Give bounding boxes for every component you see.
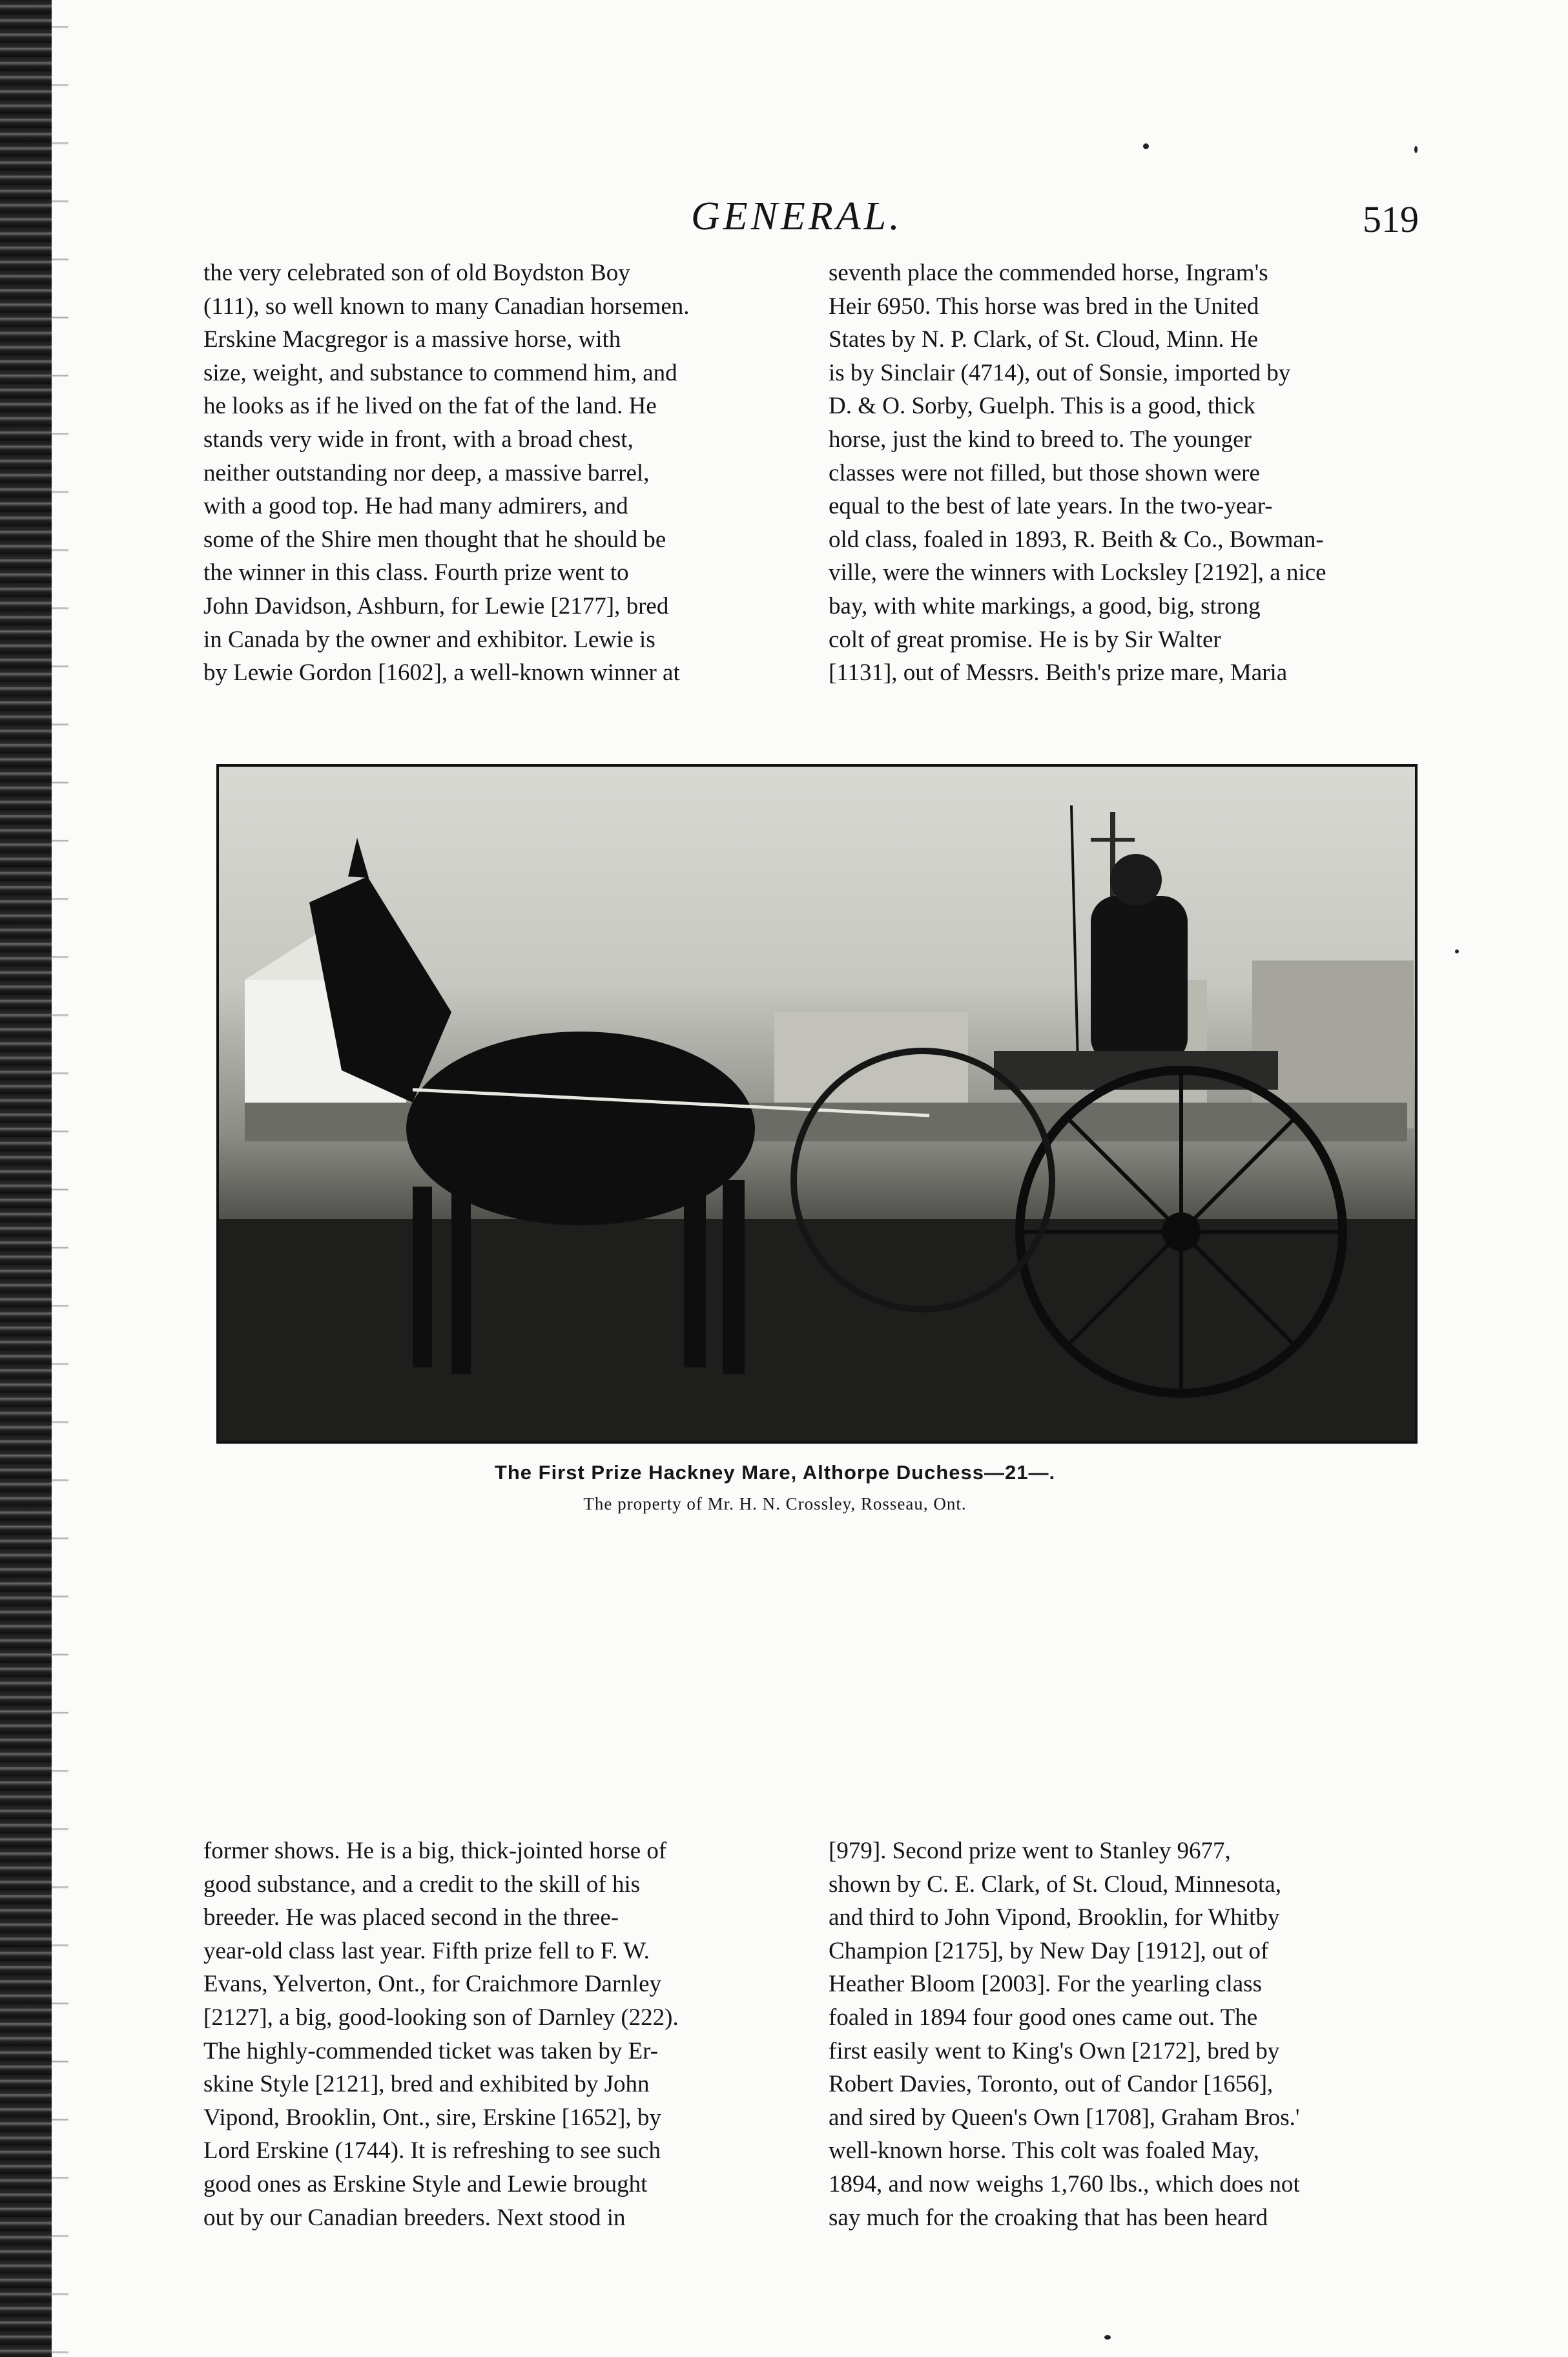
ink-speck	[1455, 950, 1459, 953]
hackney-mare-photograph	[216, 764, 1418, 1444]
photo-illustration	[219, 767, 1415, 1441]
driver-figure	[1091, 896, 1188, 1064]
book-binding-edge	[0, 0, 52, 2357]
horse-leg	[723, 1180, 745, 1374]
ink-speck	[1414, 146, 1418, 153]
horse-leg	[451, 1187, 471, 1374]
horse-ear	[348, 838, 369, 878]
driving-whip	[1071, 805, 1078, 1064]
ink-speck	[1143, 143, 1149, 149]
ink-speck	[1104, 2335, 1111, 2340]
running-head: GENERAL.	[691, 194, 903, 238]
figure-caption-credit: The property of Mr. H. N. Crossley, Rosseau, Ont.	[583, 1494, 967, 1513]
text-column-top-left: the very celebrated son of old Boydston Boy (111), so well known to many Canadian horsemen. Erskine Macgregor is a massive horse, with size, weight, and substance to commend him, and he looks as if he lived on the fat of the land. He stands very wide in front, with a broad chest, neither outstanding nor deep, a massive barrel, with a good top. He had many admirers, and some of the Shire men thought that he should be the winner in this class. Fourth prize went to John Davidson, Ashburn, for Lewie [2177], bred in Canada by the owner and exhibitor. Lewie is by Lewie Gordon [1602], a well-known winner at	[203, 260, 690, 687]
text-column-top-right: seventh place the commended horse, Ingram's Heir 6950. This horse was bred in the United States by N. P. Clark, of St. Cloud, Minn. He is by Sinclair (4714), out of Sonsie, imported by D. & O. Sorby, Guelph. This is a good, thick horse, just the kind to breed to. The younger classes were not filled, but those shown were equal to the best of late years. In the two-year- old class, foaled in 1893, R. Beith & Co., Bowman- ville, were the winners with Locksley [2192], a nice bay, with white markings, a good, big, strong colt of great promise. He is by Sir Walter [1131], out of Messrs. Beith's prize mare, Maria	[829, 260, 1326, 687]
wheel-spokes	[1020, 1070, 1343, 1393]
binding-shadow	[52, 0, 68, 2357]
text-column-bottom-right: [979]. Second prize went to Stanley 9677, shown by C. E. Clark, of St. Cloud, Minnesota, and third to John Vipond, Brooklin, for Whitby Champion [2175], by New Day [1912], out of Heather Bloom [2003]. For the yearling class foaled in 1894 four good ones came out. The first easily went to King's Own [2172], bred by Robert Davies, Toronto, out of Candor [1656], and sired by Queen's Own [1708], Graham Bros.' well-known horse. This colt was foaled May, 1894, and now weighs 1,760 lbs., which does not say much for the croaking that has been heard	[829, 1838, 1300, 2231]
text-column-bottom-left: former shows. He is a big, thick-jointed horse of good substance, and a credit to the skill of his breeder. He was placed second in the three- year-old class last year. Fifth prize fell to F. W. Evans, Yelverton, Ont., for Craichmore Darnley [2127], a big, good-looking son of Darnley (222). The highly-commended ticket was taken by Er- skine Style [2121], bred and exhibited by John Vipond, Brooklin, Ont., sire, Erskine [1652], by Lord Erskine (1744). It is refreshing to see such good ones as Erskine Style and Lewie brought out by our Canadian breeders. Next stood in	[203, 1838, 679, 2231]
figure-caption-title: The First Prize Hackney Mare, Althorpe Duchess—21—.	[494, 1461, 1056, 1484]
pole-crossbar	[1091, 838, 1135, 842]
horse-leg	[684, 1180, 706, 1367]
driver-head	[1110, 854, 1162, 906]
page-number: 519	[1363, 198, 1419, 240]
horse-leg	[413, 1187, 432, 1367]
